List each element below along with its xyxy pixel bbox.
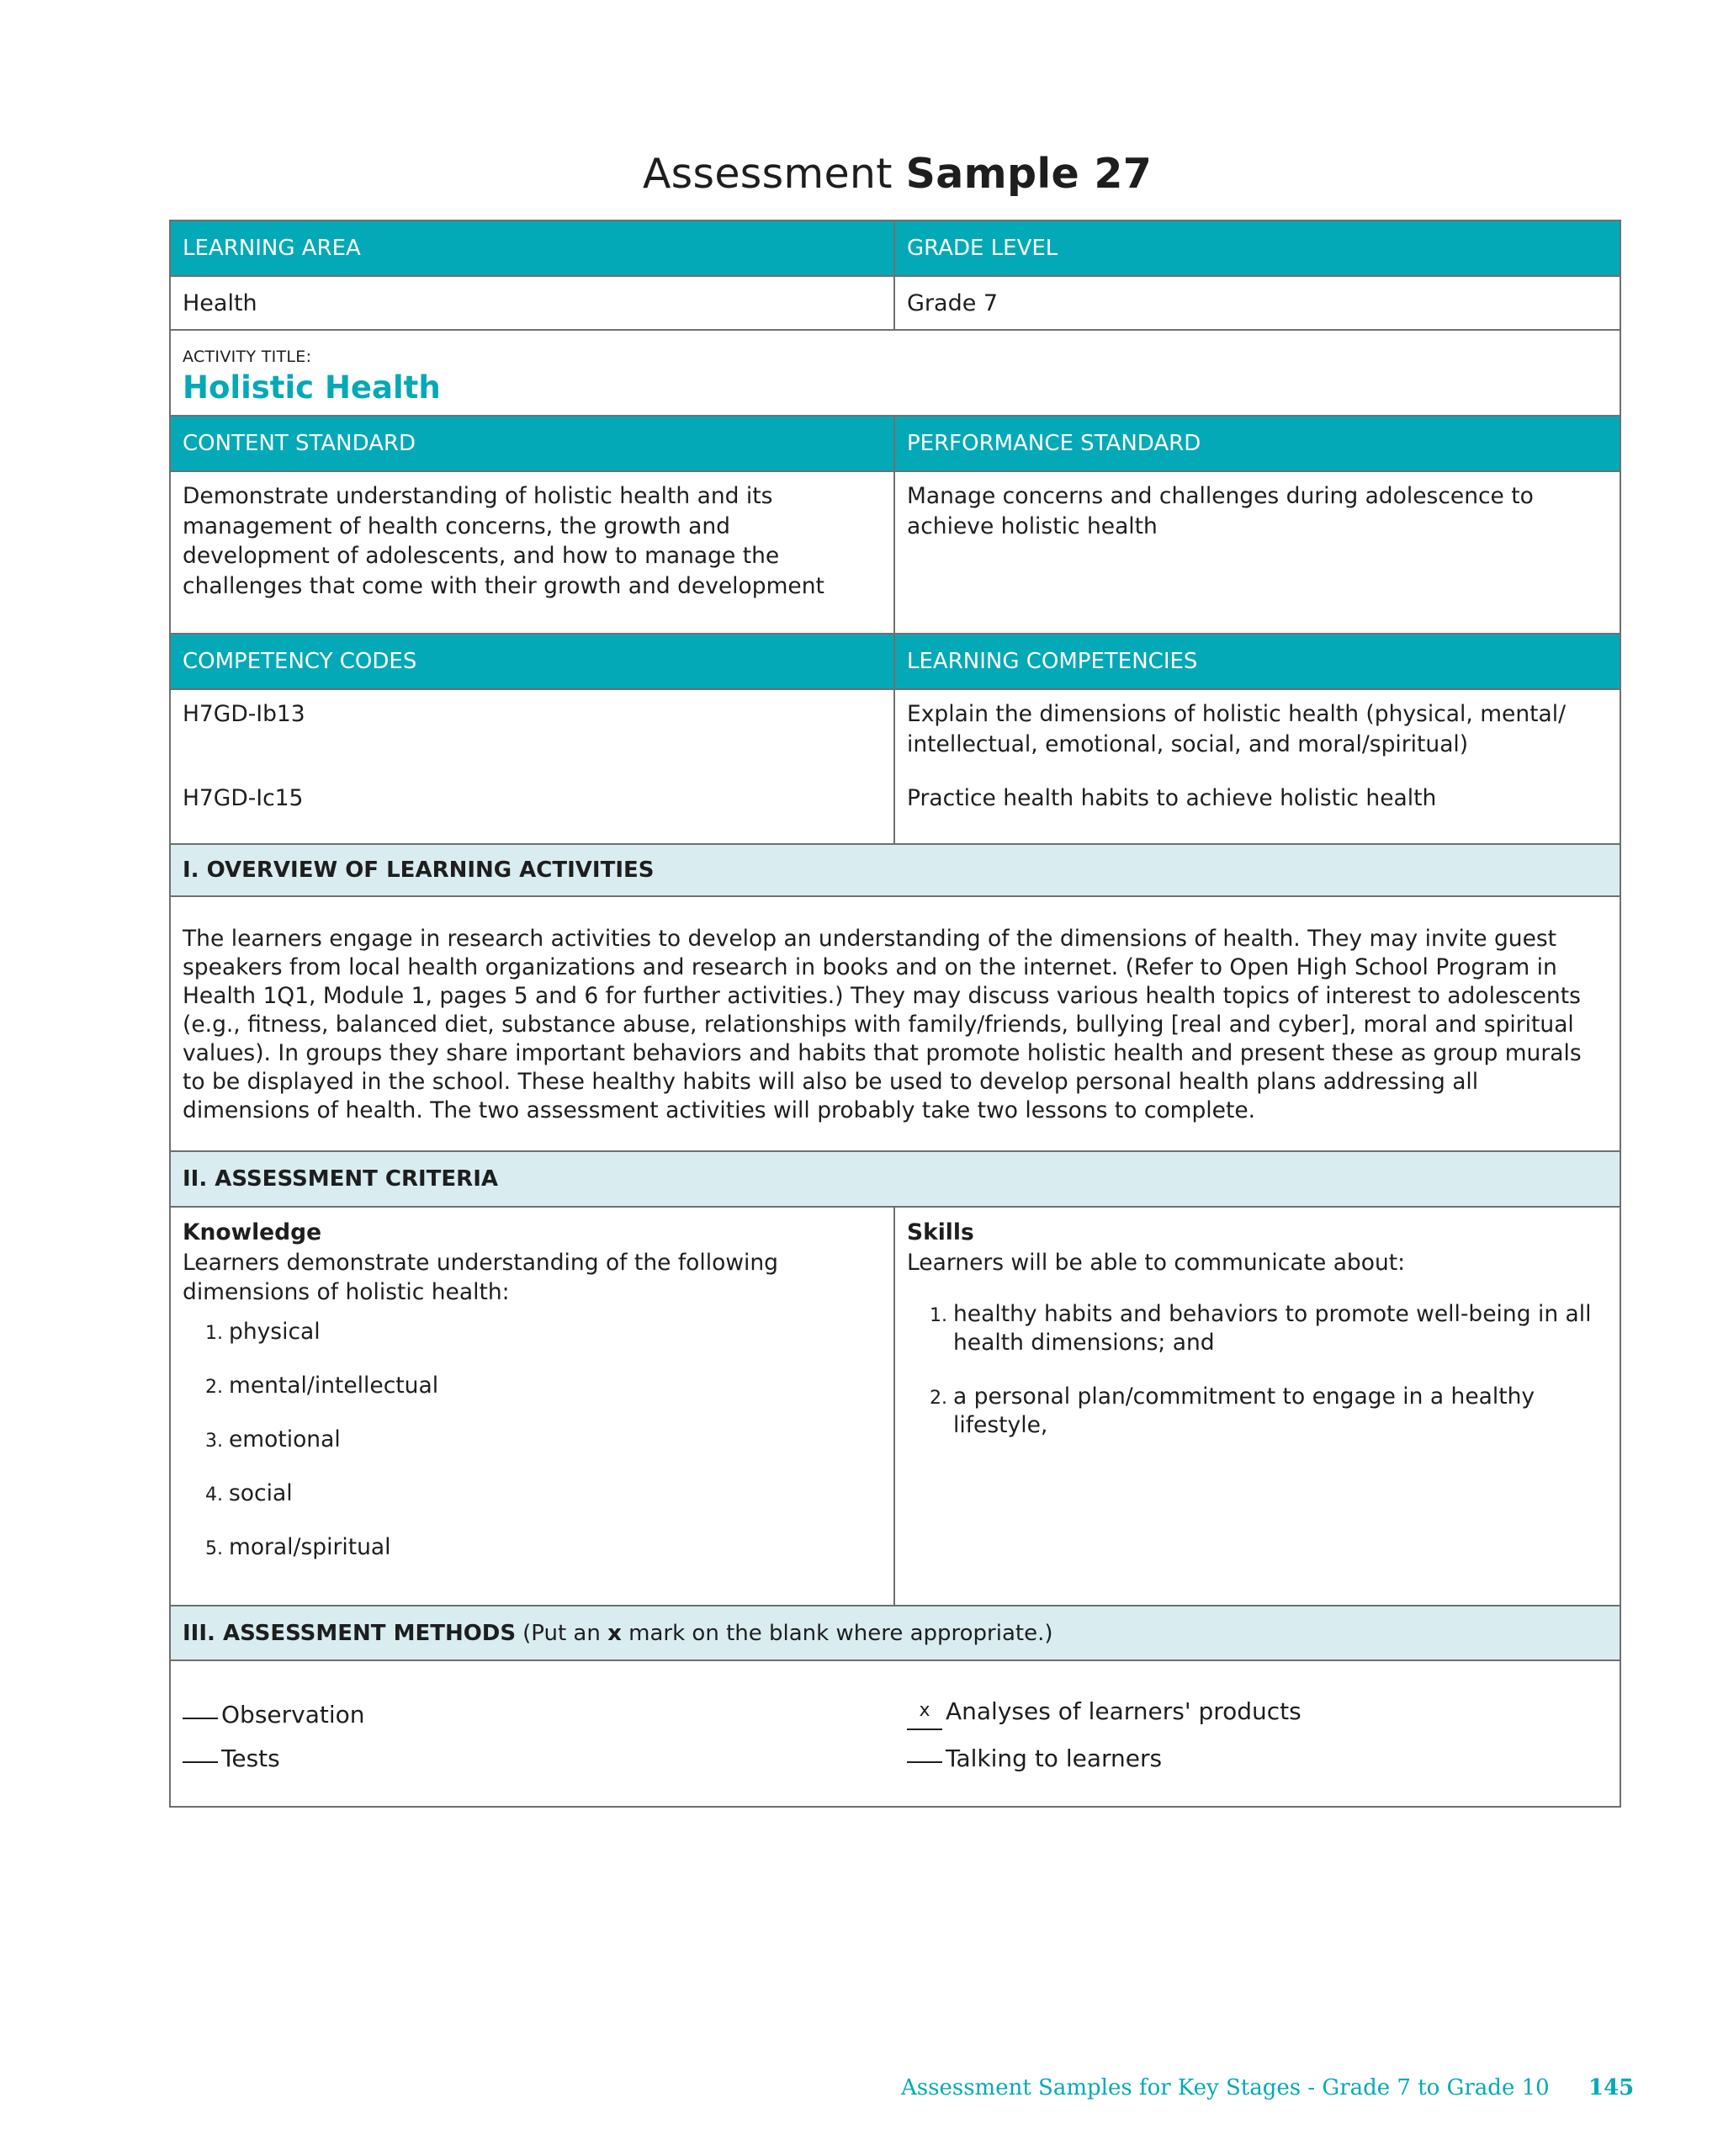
learning-competency: Practice health habits to achieve holistic health <box>907 785 1437 811</box>
footer-title: Assessment Samples for Key Stages - Grade 7 to Grade 10 <box>901 2075 1550 2100</box>
overview-heading: I. OVERVIEW OF LEARNING ACTIVITIES <box>183 858 655 883</box>
knowledge-title: Knowledge <box>183 1219 322 1245</box>
knowledge-item: 2. mental/intellectual <box>229 1372 882 1400</box>
page-title: Assessment Sample 27 <box>642 150 1153 198</box>
method-blank[interactable] <box>183 1694 218 1719</box>
values-row-learning-area <box>171 277 1620 331</box>
skills-title: Skills <box>907 1219 974 1245</box>
competency-code: H7GD-Ib13 <box>183 701 305 727</box>
overview-heading-row <box>171 845 1620 897</box>
standards-row <box>171 472 1620 635</box>
performance-standard-text: Manage concerns and challenges during adolescence to achieve holistic health <box>907 483 1534 539</box>
header-row-competencies <box>171 635 1620 690</box>
learning-competencies-header: LEARNING COMPETENCIES <box>907 649 1198 674</box>
skills-list <box>907 1300 1609 1440</box>
learning-area-value: Health <box>171 277 895 329</box>
method-observation[interactable]: Observation <box>183 1697 365 1729</box>
method-blank[interactable]: x <box>907 1705 942 1730</box>
performance-standard-header: PERFORMANCE STANDARD <box>907 431 1201 456</box>
knowledge-item: 3. emotional <box>229 1426 882 1454</box>
method-blank[interactable] <box>907 1738 942 1763</box>
activity-title-label: ACTIVITY TITLE: <box>183 348 312 366</box>
knowledge-cell <box>171 1208 895 1605</box>
criteria-heading-row <box>171 1152 1620 1208</box>
methods-heading: III. ASSESSMENT METHODS <box>183 1620 517 1646</box>
knowledge-item: 4. social <box>229 1479 882 1508</box>
activity-title-row <box>171 331 1620 417</box>
learning-area-header: LEARNING AREA <box>171 221 895 275</box>
grade-level-value: Grade 7 <box>907 289 999 316</box>
content-standard-header: CONTENT STANDARD <box>171 417 895 470</box>
skills-item: 1. healthy habits and behaviors to promote well-being in all health dimensions; and <box>953 1300 1609 1357</box>
overview-row <box>171 897 1620 1152</box>
skills-item: 2. a personal plan/commitment to engage in a healthy lifestyle, <box>953 1383 1609 1440</box>
method-talking-to-learners[interactable]: Talking to learners <box>907 1741 1162 1772</box>
grade-level-header: GRADE LEVEL <box>907 236 1058 261</box>
method-tests[interactable]: Tests <box>183 1741 280 1772</box>
header-row-learning-area <box>171 221 1620 277</box>
knowledge-item: 5. moral/spiritual <box>229 1533 882 1562</box>
activity-title: Holistic Health <box>183 369 441 406</box>
methods-note: (Put an x mark on the blank where appropriate.) <box>522 1620 1053 1646</box>
learning-competency: Explain the dimensions of holistic health (physical, mental/ intellectual, emotional, social, and moral/spiritual) <box>907 701 1567 757</box>
knowledge-list <box>183 1318 882 1562</box>
methods-row <box>171 1661 1620 1806</box>
skills-intro: Learners will be able to communicate about: <box>907 1249 1406 1276</box>
competencies-row <box>171 690 1620 845</box>
methods-heading-row <box>171 1606 1620 1661</box>
knowledge-intro: Learners demonstrate understanding of the following dimensions of holistic health: <box>183 1249 778 1305</box>
method-analyses-products[interactable]: x Analyses of learners' products <box>907 1697 1302 1734</box>
knowledge-item: 1. physical <box>229 1318 882 1346</box>
competency-code: H7GD-Ic15 <box>183 784 304 811</box>
competency-codes-header: COMPETENCY CODES <box>171 635 895 688</box>
assessment-table <box>169 220 1621 1808</box>
criteria-heading: II. ASSESSMENT CRITERIA <box>183 1166 498 1192</box>
criteria-row <box>171 1208 1620 1606</box>
method-blank[interactable] <box>183 1738 218 1763</box>
content-standard-text: Demonstrate understanding of holistic health and its management of health concerns, the growth and development of adolescents, and how to manage the challenges that come with their growth and development <box>171 472 895 633</box>
header-row-standards <box>171 417 1620 472</box>
skills-cell <box>895 1208 1621 1605</box>
overview-text: The learners engage in research activities to develop an understanding of the dimensions of health. They may invite guest speakers from local health organizations and research in books and on the internet. (Refer to Open High School Program in Health 1Q1, Module 1, pages 5 and 6 for further activities.) They may discuss various health topics of interest to adolescents (e.g., fitness, balanced diet, substance abuse, relationships with family/friends, bullying [real and cyber], moral and spiritual values). In groups they share important behaviors and habits that promote holistic health and present these as group murals to be displayed in the school. These healthy habits will also be used to develop personal health plans addressing all dimensions of health. The two assessment activities will probably take two lessons to complete. <box>183 926 1582 1123</box>
page-number: 145 <box>1588 2075 1635 2100</box>
